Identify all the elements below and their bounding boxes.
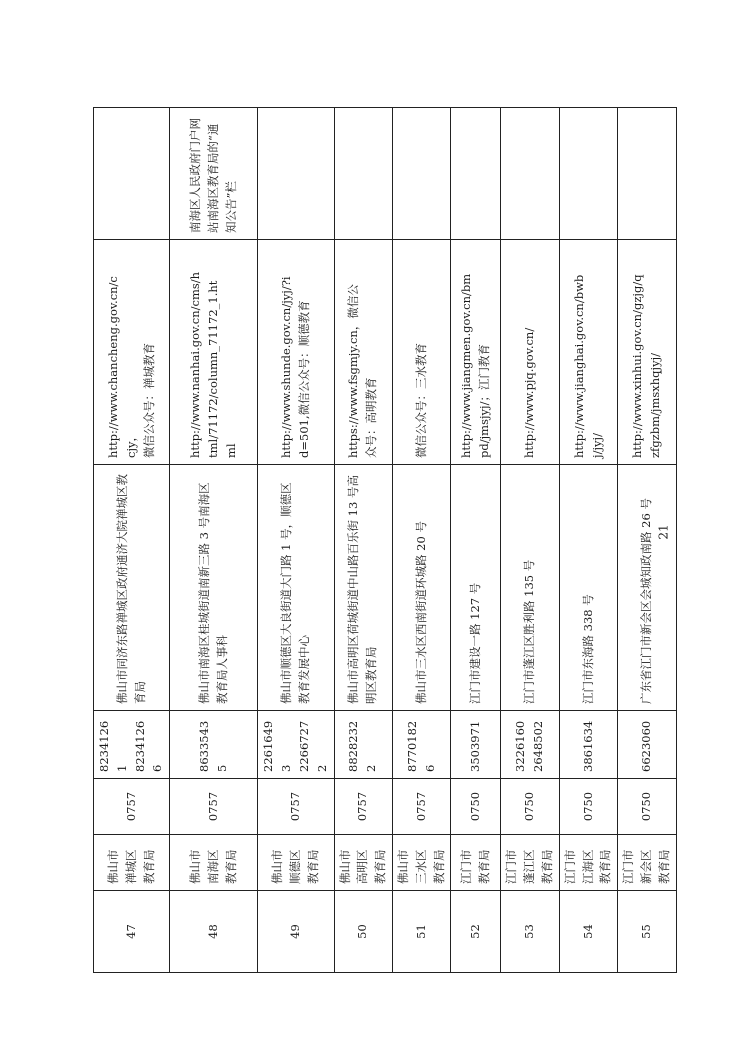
- agency-name-cell: 佛山市禅城区教育局: [94, 835, 170, 891]
- website-line: http://www.jiangmen.gov.cn/bm: [459, 273, 474, 458]
- contact-table: [93, 107, 677, 973]
- phone-number: 2648502: [531, 720, 546, 772]
- website-cell: [258, 240, 334, 465]
- website-line: 众号：高明教育: [364, 377, 379, 458]
- phone-number: 88282322: [346, 720, 379, 772]
- website-cell: [451, 240, 501, 465]
- website-line: https://www.fsgmjy.cn，微信公: [346, 284, 361, 458]
- agency-name-cell: 佛山市南海区教育局: [170, 835, 258, 891]
- row-number-cell: 54: [559, 891, 617, 973]
- website-cell: [501, 240, 559, 465]
- phone-number: 82341266: [132, 720, 165, 772]
- note-cell: [559, 108, 617, 240]
- website-cell: [392, 240, 450, 465]
- website-cell: [618, 240, 676, 465]
- website-line: http://www.xinhui.gov.cn/gzjg/q: [630, 274, 645, 458]
- phone-cell: [501, 711, 559, 779]
- table-row: [559, 108, 617, 973]
- address-cell: 广东省江门市新会区会城知政南路 26 号: [618, 465, 676, 711]
- page-number: 21: [656, 524, 671, 540]
- area-code-cell: 0757: [392, 779, 450, 835]
- area-code-cell: 0750: [559, 779, 617, 835]
- row-number-cell: 55: [618, 891, 676, 973]
- website-line: 微信公众号：禅城教育: [141, 343, 156, 458]
- rotated-table-region: [93, 108, 671, 973]
- website-cell: [94, 240, 170, 465]
- phone-cell: [451, 711, 501, 779]
- phone-number: 3503971: [467, 720, 482, 772]
- address-cell: 江门市建设一路 127 号: [451, 465, 501, 711]
- note-cell: [258, 108, 334, 240]
- phone-cell: [334, 711, 392, 779]
- website-line: http://www.nanhai.gov.cn/cms/h: [188, 271, 203, 458]
- website-line: d=501,微信公众号：顺德教育: [296, 300, 311, 458]
- phone-number: 87701826: [404, 720, 437, 772]
- phone-cell: [170, 711, 258, 779]
- row-number-cell: 51: [392, 891, 450, 973]
- website-line: http://www.chancheng.gov.cn/c: [105, 276, 120, 458]
- phone-number: 82341261: [97, 720, 129, 772]
- row-number-cell: 50: [334, 891, 392, 973]
- address-cell: 佛山市三水区西南街道环城路 20 号: [392, 465, 450, 711]
- website-line: zfgzbm/jmsxhqjyj/: [647, 352, 662, 458]
- address-cell: 江门市东海路 338 号: [559, 465, 617, 711]
- area-code-cell: 0757: [170, 779, 258, 835]
- address-cell: 佛山市南海区桂城街道南新三路 3 号南海区教育局人事科: [170, 465, 258, 711]
- website-line: cjy，: [123, 429, 138, 458]
- address-cell: 佛山市高明区荷城街道中山路百乐街 13 号高明区教育局: [334, 465, 392, 711]
- area-code-cell: 0750: [618, 779, 676, 835]
- website-line: ml: [223, 443, 238, 458]
- table-row: [334, 108, 392, 973]
- website-line: tml/71172/column_71172_1.ht: [205, 280, 220, 458]
- agency-name-cell: 佛山市顺德区教育局: [258, 835, 334, 891]
- address-cell: 江门市蓬江区胜利路 135 号: [501, 465, 559, 711]
- table-body: [94, 108, 677, 973]
- table-row: [258, 108, 334, 973]
- website-line: http://www.pjq.gov.cn/: [522, 327, 537, 458]
- phone-number: 86335435: [196, 720, 229, 772]
- agency-name-cell: 江门市江海区教育局: [559, 835, 617, 891]
- phone-number: 22667272: [296, 720, 329, 772]
- website-line: pd/jmsjyj/；江门教育: [476, 344, 491, 458]
- website-line: j/jyj/: [589, 433, 604, 458]
- row-number-cell: 53: [501, 891, 559, 973]
- phone-number: 22616493: [261, 720, 294, 772]
- row-number-cell: 47: [94, 891, 170, 973]
- website-cell: [559, 240, 617, 465]
- area-code-cell: 0750: [451, 779, 501, 835]
- website-line: http://www.shunde.gov.cn/jyj/?i: [279, 276, 294, 458]
- area-code-cell: 0750: [501, 779, 559, 835]
- phone-cell: [94, 711, 170, 779]
- note-cell: [334, 108, 392, 240]
- note-cell: [618, 108, 676, 240]
- note-cell: [94, 108, 170, 240]
- row-number-cell: 48: [170, 891, 258, 973]
- website-cell: [334, 240, 392, 465]
- phone-cell: [618, 711, 676, 779]
- area-code-cell: 0757: [334, 779, 392, 835]
- agency-name-cell: 江门市新会区教育局: [618, 835, 676, 891]
- row-number-cell: 52: [451, 891, 501, 973]
- area-code-cell: 0757: [94, 779, 170, 835]
- agency-name-cell: 江门市蓬江区教育局: [501, 835, 559, 891]
- address-cell: 佛山市顺德区大良街道大门路 1 号，顺德区教育发展中心: [258, 465, 334, 711]
- table-row: [618, 108, 676, 973]
- table-row: [451, 108, 501, 973]
- table-row: [501, 108, 559, 973]
- note-cell: 南海区人民政府门户网站南海区教育局的“通知公告”栏: [170, 108, 258, 240]
- website-line: 微信公众号：三水教育: [413, 343, 428, 458]
- note-cell: [451, 108, 501, 240]
- table-row: [170, 108, 258, 973]
- phone-cell: [559, 711, 617, 779]
- agency-name-cell: 佛山市三水区教育局: [392, 835, 450, 891]
- address-cell: 佛山市同济东路禅城区政府通济大院禅城区教育局: [94, 465, 170, 711]
- website-line: http://www.jianghai.gov.cn/bwb: [571, 274, 586, 458]
- note-cell: [501, 108, 559, 240]
- phone-number: 6623060: [639, 720, 654, 772]
- table-row: [94, 108, 170, 973]
- agency-name-cell: 江门市教育局: [451, 835, 501, 891]
- phone-number: 3226160: [513, 720, 528, 772]
- area-code-cell: 0757: [258, 779, 334, 835]
- phone-cell: [392, 711, 450, 779]
- agency-name-cell: 佛山市高明区教育局: [334, 835, 392, 891]
- table-row: [392, 108, 450, 973]
- note-cell: [392, 108, 450, 240]
- row-number-cell: 49: [258, 891, 334, 973]
- phone-cell: [258, 711, 334, 779]
- phone-number: 3861634: [580, 720, 595, 772]
- website-cell: [170, 240, 258, 465]
